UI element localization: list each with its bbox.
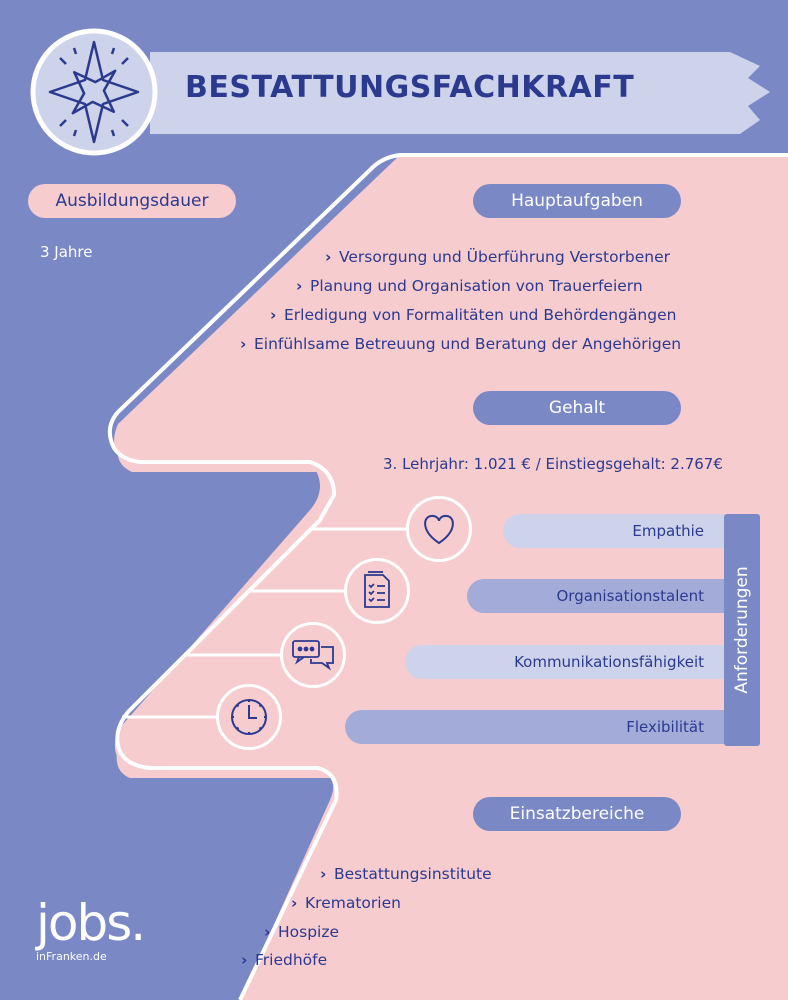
logo-sub-text: inFranken.de <box>36 950 107 963</box>
list-item: › Einfühlsame Betreuung und Beratung der Angehörigen <box>240 335 682 353</box>
anforderung-bar-kommunikation: Kommunikationsfähigkeit <box>405 645 724 679</box>
anforderung-bar-empathie: Empathie <box>503 514 724 548</box>
page-title: BESTATTUNGSFACHKRAFT <box>185 70 635 105</box>
chevron-right-icon: › <box>291 894 298 912</box>
chevron-right-icon: › <box>320 865 327 883</box>
anforderungen-label: Anforderungen <box>732 566 752 694</box>
gehalt-pill: Gehalt <box>473 391 681 425</box>
clock-icon <box>216 684 282 750</box>
checklist-icon <box>344 558 410 624</box>
anforderung-bar-flexibilitaet: Flexibilität <box>345 710 724 744</box>
heart-icon <box>406 496 472 562</box>
chevron-right-icon: › <box>264 923 271 941</box>
jobs-logo <box>36 894 145 963</box>
chevron-right-icon: › <box>270 306 277 324</box>
einsatzbereiche-pill: Einsatzbereiche <box>473 797 681 831</box>
list-item: › Planung und Organisation von Trauerfeiern <box>296 277 643 295</box>
chevron-right-icon: › <box>325 248 332 266</box>
hauptaufgaben-pill: Hauptaufgaben <box>473 184 681 218</box>
chevron-right-icon: › <box>296 277 303 295</box>
chevron-right-icon: › <box>240 335 247 353</box>
list-item: › Erledigung von Formalitäten und Behördengängen <box>270 306 677 324</box>
chat-bubbles-icon <box>280 622 346 688</box>
anforderung-bar-organisationstalent: Organisationstalent <box>467 579 724 613</box>
list-item: › Krematorien <box>291 894 401 912</box>
chevron-right-icon: › <box>241 951 248 969</box>
list-item: › Friedhöfe <box>241 951 328 969</box>
logo-main-text: jobs. <box>36 894 145 952</box>
list-item: › Versorgung und Überführung Verstorbener <box>325 248 671 266</box>
gehalt-value: 3. Lehrjahr: 1.021 € / Einstiegsgehalt: 2.767€ <box>383 455 723 473</box>
ausbildungsdauer-pill: Ausbildungsdauer <box>28 184 236 218</box>
list-item: › Hospize <box>264 923 340 941</box>
star-emblem <box>30 28 158 156</box>
ausbildungsdauer-value: 3 Jahre <box>40 243 93 261</box>
list-item: › Bestattungsinstitute <box>320 865 492 883</box>
